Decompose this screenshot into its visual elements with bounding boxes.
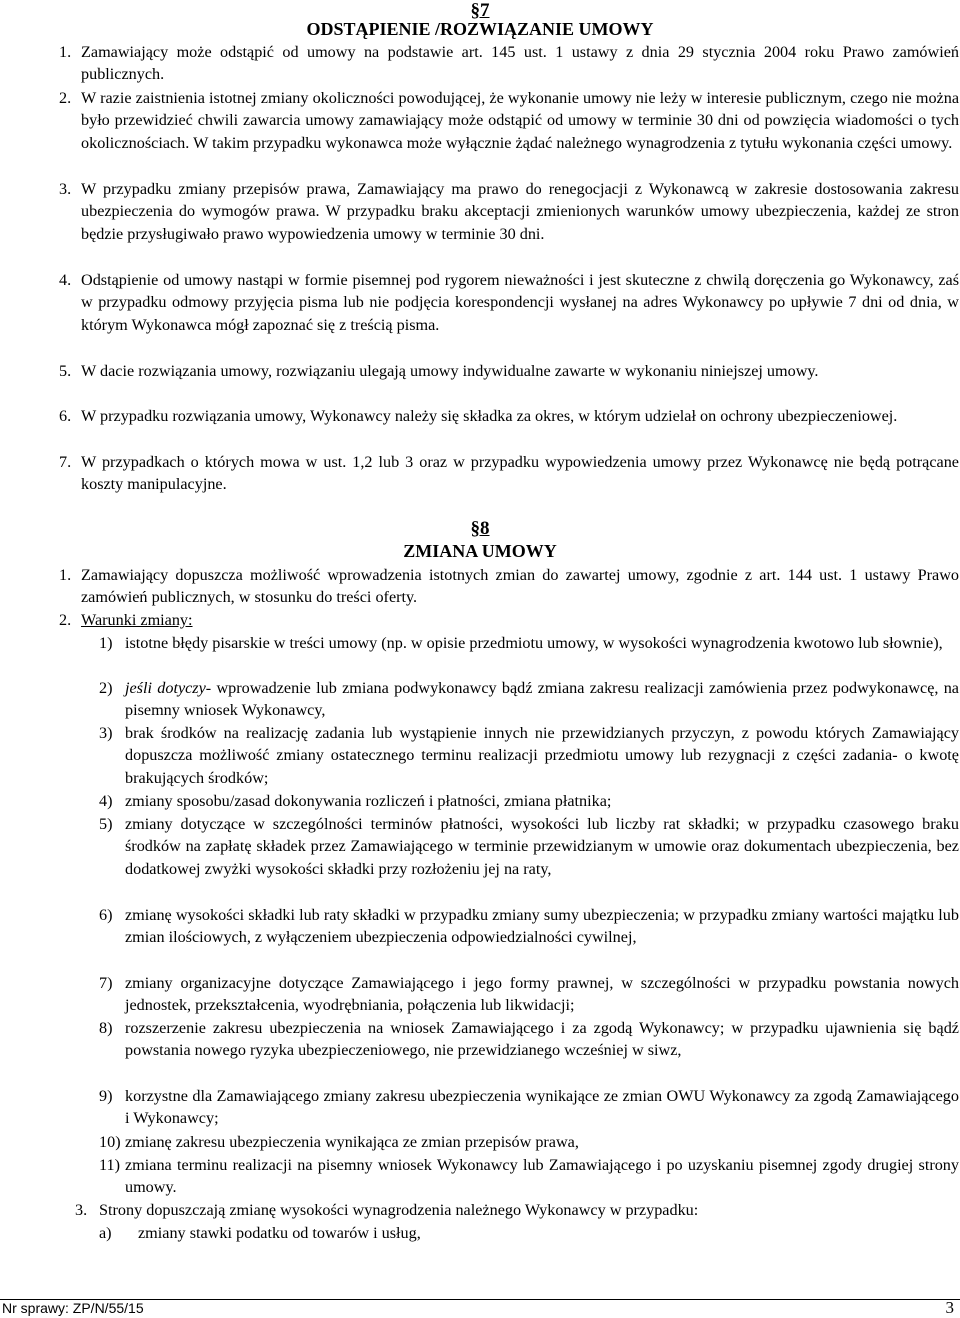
s8-item-3-number: 3. [75, 1201, 88, 1219]
s8-sub-8-text: rozszerzenie zakresu ubezpieczenia na wniosek Zamawiającego i za zgodą Wykonawcy; w przypadku ujawnienia się bądź powstania nowego ryzyka ubezpieczeniowego, nie przewidzianego wcześniej w siwz, [125, 1019, 959, 1060]
s7-item-2-text: W razie zaistnienia istotnej zmiany okoliczności powodującej, że wykonanie umowy nie leży w interesie publicznym, czego nie można było przewidzieć chwili zawarcia umowy zamawiający może odstąpić od umowy w terminie 30 dni od powzięcia wiadomości o tych okolicznościach. W takim przypadku wykonawca może wyłącznie żądać należnego wynagrodzenia z tytułu wykonania części umowy. [81, 89, 959, 152]
section-8-title: ZMIANA UMOWY [403, 541, 557, 561]
s7-item-1-number: 1. [59, 43, 72, 61]
s8-sub-1-number: 1) [99, 634, 113, 652]
s7-item-4-number: 4. [59, 271, 72, 289]
s7-item-4-text: Odstąpienie od umowy nastąpi w formie pisemnej pod rygorem nieważności i jest skuteczne z chwilą doręczenia go Wykonawcy, zaś w przypadku odmowy przyjęcia pisma lub nie podjęcia korespondencji wysłanej na adres Wykonawcy po upływie 7 dni od dnia, w którym Wykonawca mógł zapoznać się z treścią pisma. [81, 271, 959, 334]
s8-sub-7-number: 7) [99, 974, 113, 992]
s7-item-5-number: 5. [59, 362, 72, 380]
s8-sub-7-text: zmiany organizacyjne dotyczące Zamawiającego i jego formy prawnej, w szczególności w przypadku powstania nowych jednostek, przekształcenia, wyodrębniania, połączenia lub likwidacji; [125, 974, 959, 1015]
s8-sub-1-text: istotne błędy pisarskie w treści umowy (np. w opisie przedmiotu umowy, w wysokości wynagrodzenia kwotowo lub słownie), [125, 634, 943, 652]
s8-sub-8-number: 8) [99, 1019, 113, 1037]
s8-sub-10-text: zmianę zakresu ubezpieczenia wynikająca ze zmian przepisów prawa, [125, 1133, 579, 1151]
section-7-title: ODSTĄPIENIE /ROZWIĄZANIE UMOWY [306, 19, 654, 39]
section-8-number: §8 [470, 518, 490, 539]
s8-sub-3-text: brak środków na realizację zadania lub wystąpienie innych nie przewidzianych przyczyn, z powodu których Zamawiający dopuszcza możliwość zmiany ostatecznego terminu realizacji przedmiotu umowy lub rezygnacji z części zadania- o kwotę brakujących środków; [125, 724, 959, 787]
s7-item-3 [59, 178, 959, 245]
s7-item-2-number: 2. [59, 89, 72, 107]
s8-item-1-text: Zamawiający dopuszcza możliwość wprowadzenia istotnych zmian do zawartej umowy, zgodnie z art. 144 ust. 1 ustawy Prawo zamówień publicznych, w stosunku do treści oferty. [81, 566, 959, 607]
s8-sub-9 [99, 1085, 959, 1130]
s7-item-5-text: W dacie rozwiązania umowy, rozwiązaniu ulegają umowy indywidualne zawarte w wykonaniu niniejszej umowy. [81, 362, 819, 380]
s7-item-6 [59, 405, 959, 427]
s7-item-6-text: W przypadku rozwiązania umowy, Wykonawcy należy się składka za okres, w którym udzielał on ochrony ubezpieczeniowej. [81, 407, 898, 425]
s7-item-7-number: 7. [59, 453, 72, 471]
s8-sub-2-italic: jeśli dotyczy [125, 679, 206, 697]
s8-sub-3-number: 3) [99, 724, 113, 742]
s7-item-1-text: Zamawiający może odstąpić od umowy na podstawie art. 145 ust. 1 ustawy z dnia 29 stycznia 2004 roku Prawo zamówień publicznych. [81, 43, 959, 84]
s8-sub-1 [99, 632, 959, 654]
s7-item-5 [59, 360, 959, 382]
s7-item-6-number: 6. [59, 407, 72, 425]
s8-sub-4-number: 4) [99, 792, 113, 810]
s8-sub-7 [99, 972, 959, 1017]
s7-item-3-number: 3. [59, 180, 72, 198]
footer-divider [0, 1299, 960, 1300]
s8-sub-5-text: zmiany dotyczące w szczególności terminów płatności, wysokości lub liczby rat składki; w przypadku czasowego braku środków na zapłatę składek przez Zamawiającego w terminie przewidzianym w umowie oraz dokumentach ubezpieczenia, bez dodatkowej zwyżki wysokości składki przy rozłożeniu jej na raty, [125, 815, 959, 878]
s8-item-3a [99, 1222, 959, 1244]
s8-sub-9-text: korzystne dla Zamawiającego zmiany zakresu ubezpieczenia wynikające ze zmian OWU Wykonawcy za zgodą Zamawiającego i Wykonawcy; [125, 1087, 959, 1128]
footer-case-number: Nr sprawy: ZP/N/55/15 [2, 1300, 144, 1316]
s8-sub-11-number: 11) [99, 1156, 120, 1174]
s7-item-4 [59, 269, 959, 336]
s8-sub-6-text: zmianę wysokości składki lub raty składki w przypadku zmiany sumy ubezpieczenia; w przypadku zmiany wartości majątku lub zmian ilościowych, z wyłączeniem ubezpieczenia odpowiedzialności cywilnej, [125, 906, 959, 947]
s8-sub-6-number: 6) [99, 906, 113, 924]
s8-sub-9-number: 9) [99, 1087, 113, 1105]
s8-item-2-number: 2. [59, 611, 72, 629]
s8-sub-3 [99, 722, 959, 789]
s8-sub-2-text: - wprowadzenie lub zmiana podwykonawcy bądź zmiana zakresu realizacji zamówienia przez podwykonawcę, na pisemny wniosek Wykonawcy, [125, 679, 959, 720]
s7-item-7-text: W przypadkach o których mowa w ust. 1,2 lub 3 oraz w przypadku wypowiedzenia umowy przez Wykonawcę nie będą potrącane koszty manipulacyjne. [81, 453, 959, 494]
s8-sub-2 [99, 677, 959, 722]
s8-sub-6 [99, 904, 959, 949]
section-7-number: §7 [470, 0, 490, 21]
s8-item-1-number: 1. [59, 566, 72, 584]
s7-item-1 [59, 41, 959, 86]
s8-item-2-text: Warunki zmiany: [81, 611, 193, 629]
s8-sub-10-number: 10) [99, 1133, 121, 1151]
s8-item-3a-text: zmiany stawki podatku od towarów i usług, [138, 1224, 421, 1242]
s8-sub-5-number: 5) [99, 815, 113, 833]
s7-item-3-text: W przypadku zmiany przepisów prawa, Zamawiający ma prawo do renegocjacji z Wykonawcą w zakresie dostosowania zakresu ubezpieczenia do wymogów prawa. W przypadku braku akceptacji zmienionych warunków umowy ubezpieczenia, każdej ze stron będzie przysługiwało prawo wypowiedzenia umowy w terminie 30 dni. [81, 180, 959, 243]
s8-sub-11-text: zmiana terminu realizacji na pisemny wniosek Wykonawcy lub Zamawiającego i po uzyskaniu pisemnej zgody drugiej strony umowy. [125, 1156, 959, 1197]
s8-sub-4 [99, 790, 959, 812]
s8-sub-2-number: 2) [99, 679, 113, 697]
s8-item-3a-number: a) [99, 1224, 112, 1242]
s8-sub-11 [99, 1154, 959, 1199]
footer-page-number: 3 [945, 1298, 954, 1317]
s8-item-3 [75, 1199, 959, 1221]
s8-item-2 [59, 609, 959, 631]
s8-item-1 [59, 564, 959, 609]
s8-item-3-text: Strony dopuszczają zmianę wysokości wynagrodzenia należnego Wykonawcy w przypadku: [99, 1201, 699, 1219]
s8-sub-4-text: zmiany sposobu/zasad dokonywania rozliczeń i płatności, zmiana płatnika; [125, 792, 612, 810]
s7-item-2 [59, 87, 959, 154]
s8-sub-10 [99, 1131, 959, 1153]
s8-sub-8 [99, 1017, 959, 1062]
s8-sub-5 [99, 813, 959, 880]
s7-item-7 [59, 451, 959, 496]
